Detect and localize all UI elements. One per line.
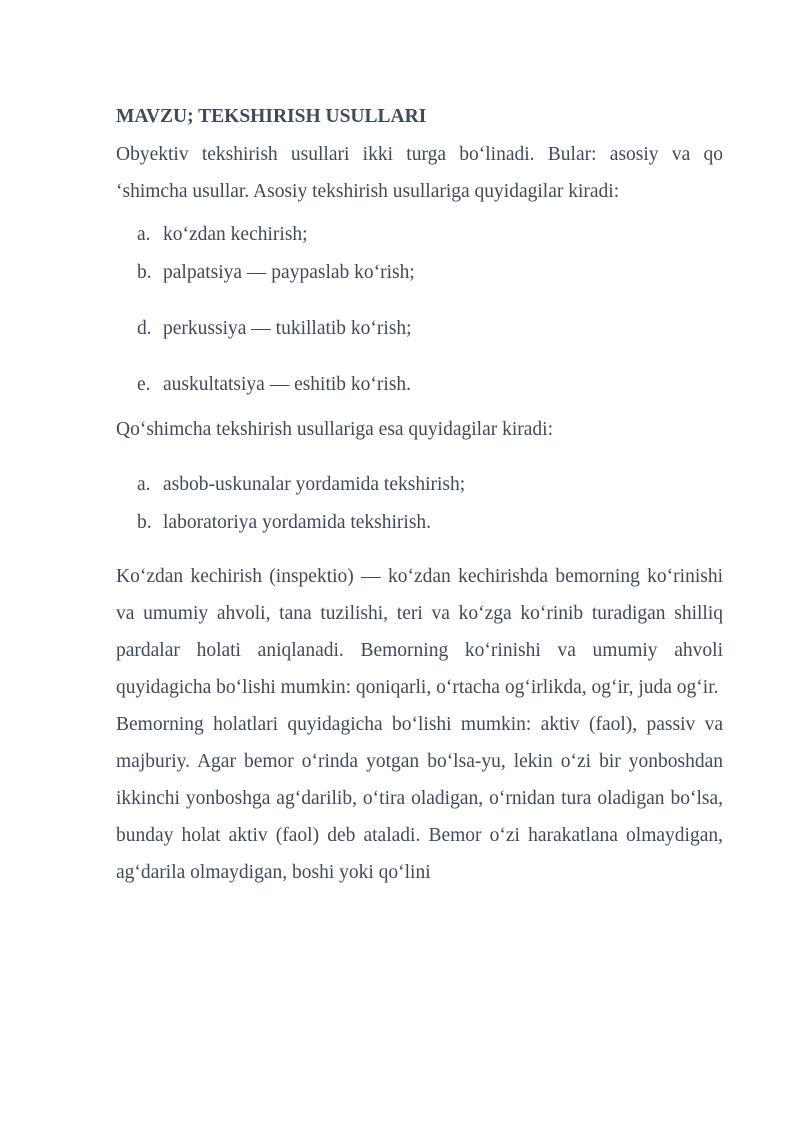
list-item-text: asbob-uskunalar yordamida tekshirish; — [163, 474, 466, 495]
list-item — [116, 472, 723, 498]
list-item — [116, 260, 723, 286]
list-item — [116, 372, 723, 398]
list-item-text: ko‘zdan kechirish; — [163, 224, 308, 245]
patient-states-paragraph: Bemorning holatlari quyidagicha bo‘lishi mumkin: aktiv (faol), passiv va majburiy. Agar bemor o‘rinda yotgan bo‘lsa-yu, lekin o‘zi bir yonboshdan ikkinchi yonboshga ag‘darilib, o‘tira oladigan, o‘rnidan tura oladigan bo‘lsa, bunday holat aktiv (faol) deb ataladi. Bemor o‘zi harakatlana olmaydigan, ag‘darila olmaydigan, boshi yoki qo‘lini — [116, 714, 723, 883]
document-title: MAVZU; TEKSHIRISH USULLARI — [116, 106, 427, 127]
inspection-paragraph: Ko‘zdan kechirish (inspektio) — ko‘zdan kechirishda bemorning ko‘rinishi va umumiy ahvoli, tana tuzilishi, teri va ko‘zga ko‘rinib turadigan shilliq pardalar holati aniqlanadi. Bemorning ko‘rinishi va umumiy ahvoli quyidagicha bo‘lishi mumkin: qoniqarli, o‘rtacha og‘irlikda, og‘ir, juda og‘ir. — [116, 566, 723, 698]
list-marker: e. — [137, 374, 151, 395]
list-marker: b. — [137, 262, 152, 283]
list-item-text: auskultatsiya — eshitib ko‘rish. — [163, 374, 412, 395]
list-item-text: perkussiya — tukillatib ko‘rish; — [163, 318, 412, 339]
list-marker: b. — [137, 512, 152, 533]
list-marker: d. — [137, 318, 152, 339]
list-item — [116, 510, 723, 536]
list-marker: a. — [137, 474, 151, 495]
list-item-text: laboratoriya yordamida tekshirish. — [163, 512, 432, 533]
additional-methods-list — [116, 472, 723, 536]
list-item-text: palpatsiya — paypaslab ko‘rish; — [163, 262, 415, 283]
additional-intro-paragraph: Qo‘shimcha tekshirish usullariga esa quyidagilar kiradi: — [116, 419, 554, 440]
main-methods-list — [116, 222, 723, 398]
list-item — [116, 222, 723, 248]
list-item — [116, 316, 723, 342]
intro-paragraph: Obyektiv tekshirish usullari ikki turga bo‘linadi. Bular: asosiy va qo ‘shimcha usullar. Asosiy tekshirish usullariga quyidagilar kiradi: — [116, 144, 723, 202]
document-page — [116, 104, 723, 891]
list-marker: a. — [137, 224, 151, 245]
